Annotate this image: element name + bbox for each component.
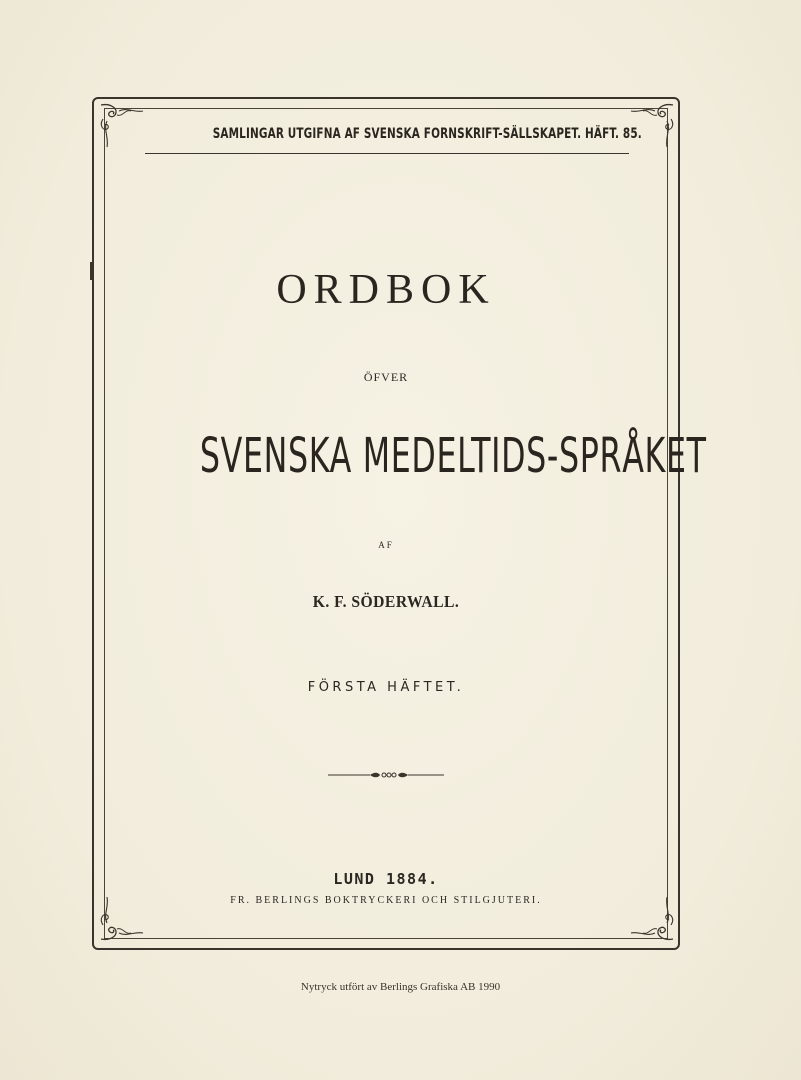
series-header: SAMLINGAR UTGIFNA AF SVENSKA FORNSKRIFT-SÄLLSKAPET. HÄFT. 85. bbox=[212, 126, 642, 142]
part-label: FÖRSTA HÄFTET. bbox=[307, 680, 465, 695]
place-and-year: LUND 1884. bbox=[333, 870, 439, 888]
book-title: ORDBOK bbox=[276, 267, 496, 313]
author-name: K. F. SÖDERWALL. bbox=[312, 592, 460, 611]
inner-border-frame bbox=[104, 108, 707, 939]
margin-mark bbox=[90, 262, 92, 280]
corner-flourish-icon bbox=[97, 101, 143, 147]
printer-imprint: FR. BERLINGS BOKTRYCKERI OCH STILGJUTERI. bbox=[230, 895, 542, 906]
series-header-rule bbox=[145, 153, 629, 154]
ornamental-rule-icon bbox=[328, 768, 444, 782]
book-subtitle: SVENSKA MEDELTIDS-SPRÅKET bbox=[199, 428, 707, 484]
reprint-note: Nytryck utfört av Berlings Grafiska AB 1990 bbox=[300, 981, 501, 993]
title-connector: ÖFVER bbox=[363, 370, 409, 384]
by-label: AF bbox=[378, 540, 394, 550]
